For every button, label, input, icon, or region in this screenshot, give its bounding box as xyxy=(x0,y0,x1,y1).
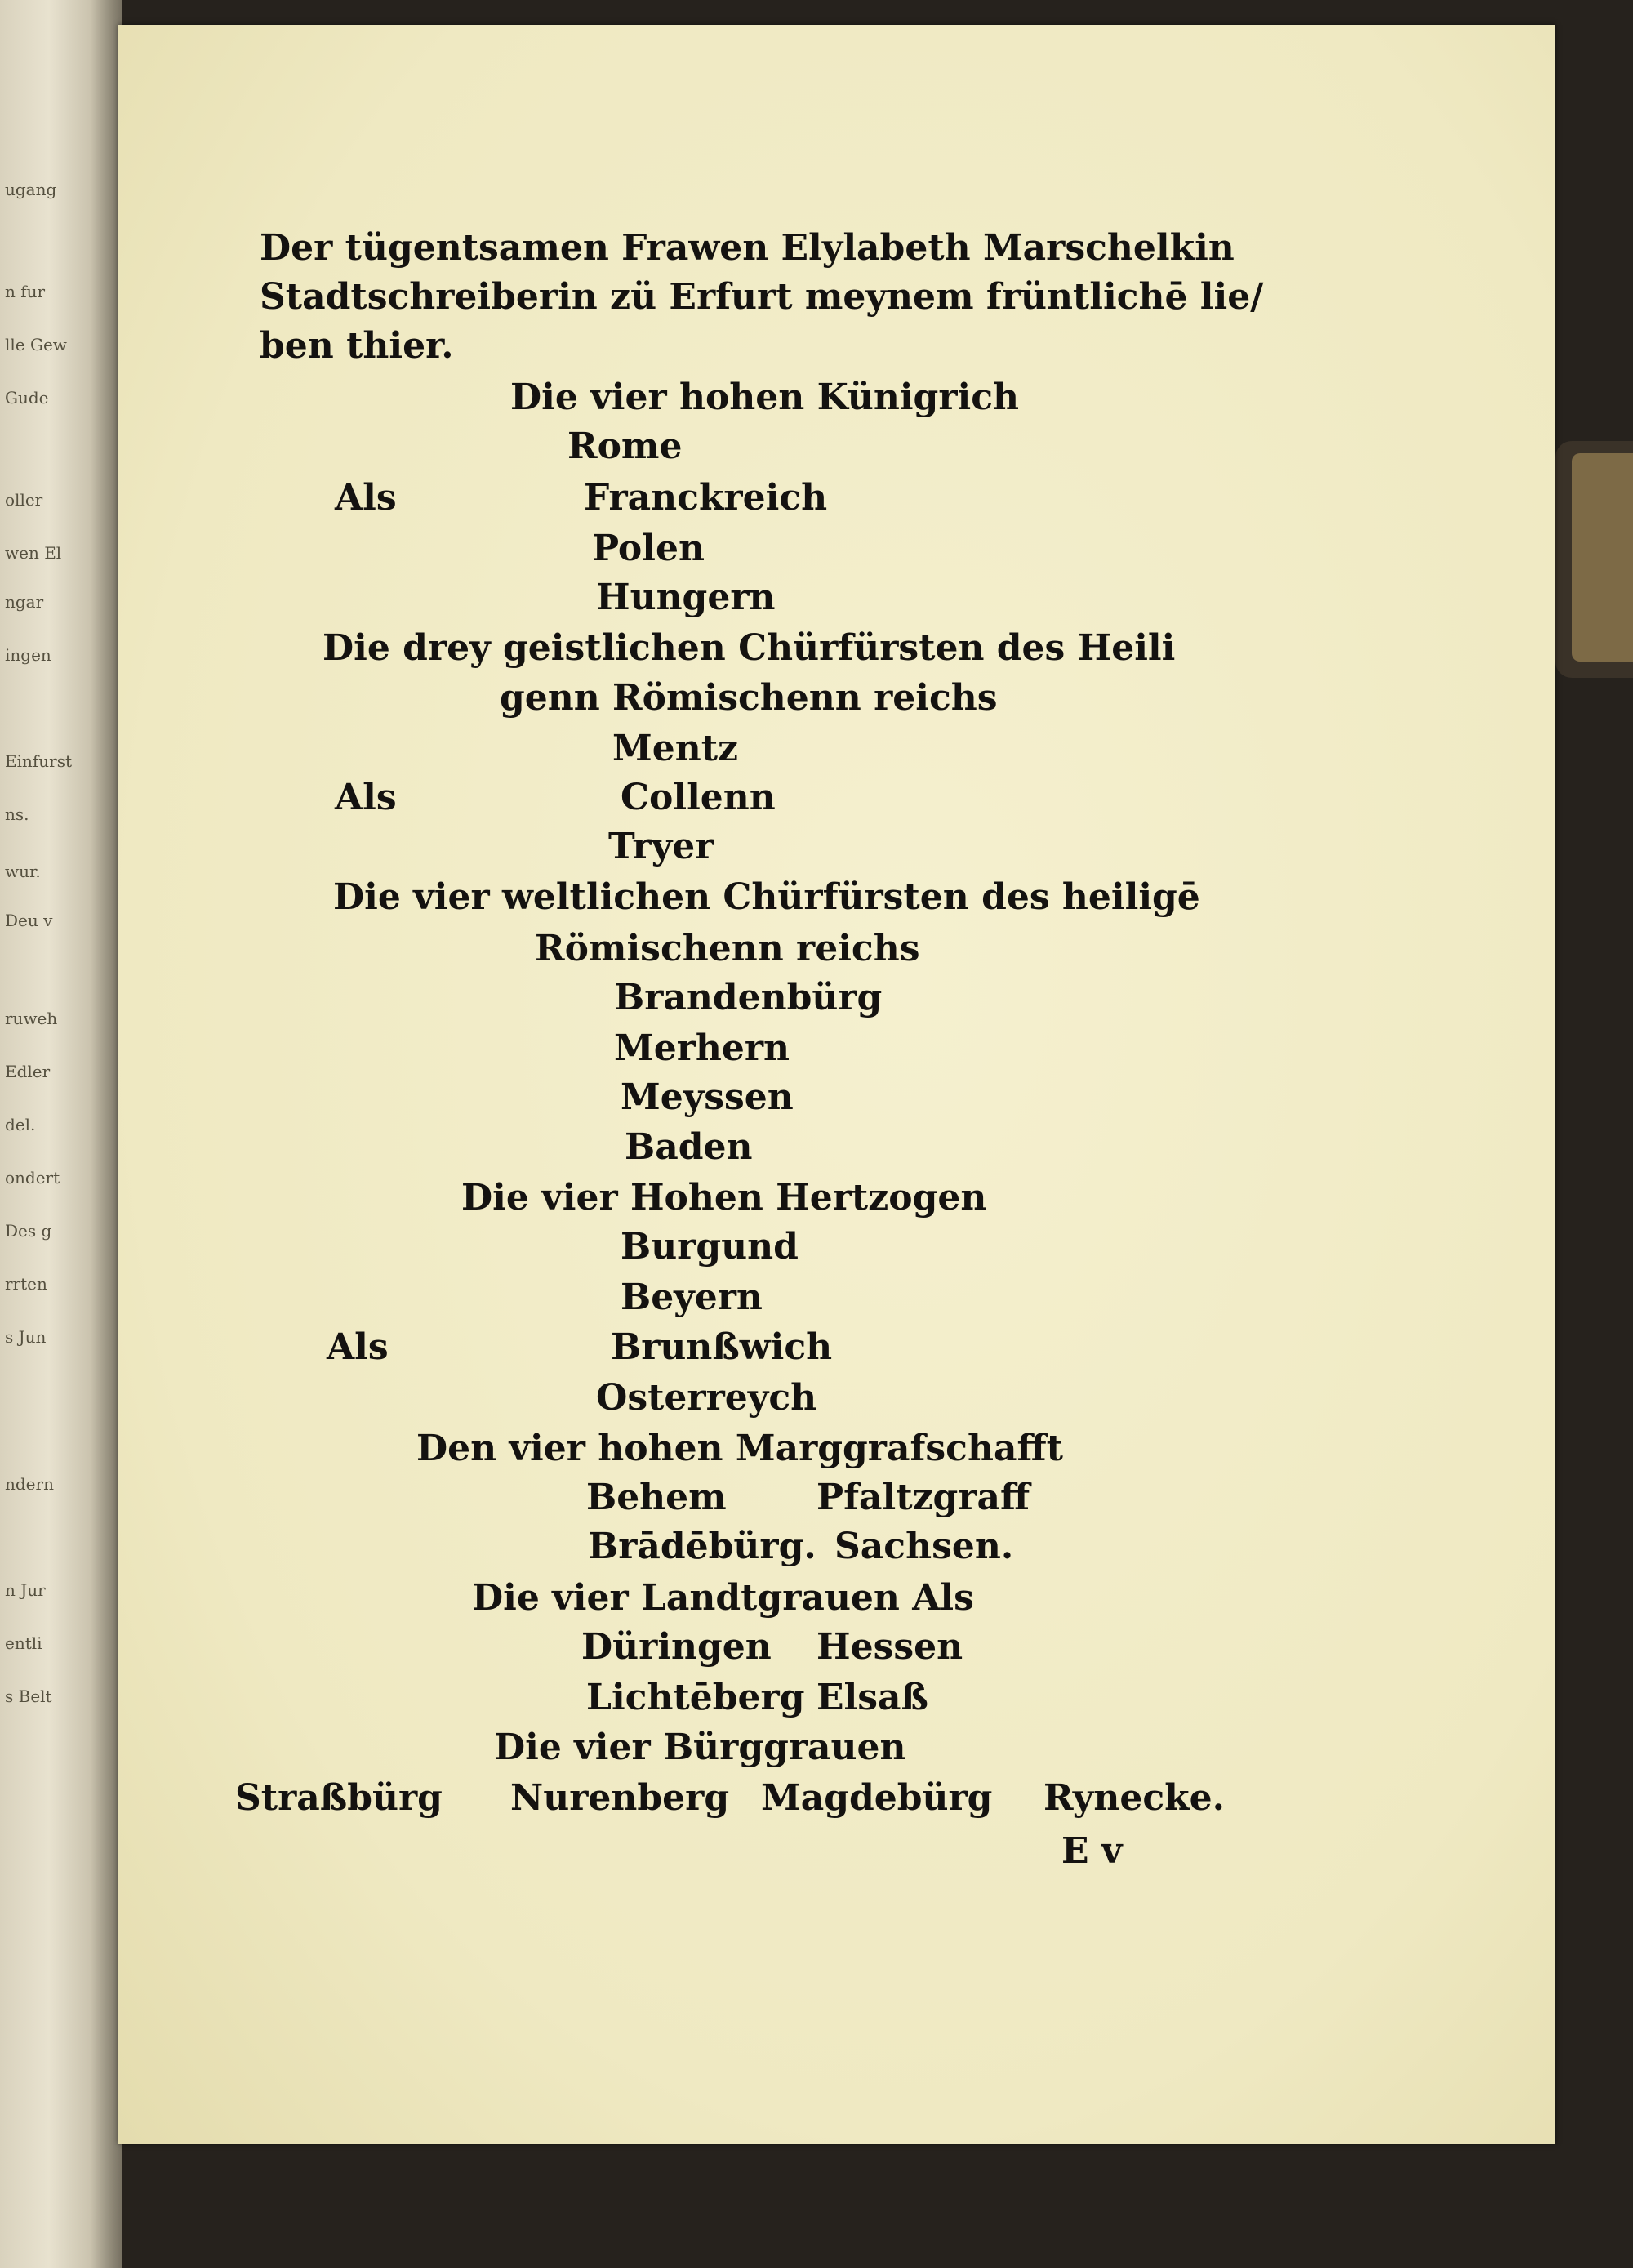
section-heading: Die vier Hohen Hertzogen xyxy=(461,1177,987,1219)
list-item: Straßbürg xyxy=(235,1777,443,1819)
list-item: Beyern xyxy=(621,1277,763,1318)
list-item: Sachsen. xyxy=(834,1526,1014,1567)
section-heading: genn Römischenn reichs xyxy=(500,677,998,719)
left-page-fragment: Einfurst xyxy=(5,751,73,771)
list-item: Hungern xyxy=(596,577,776,618)
left-page-fragment: s Belt xyxy=(5,1687,52,1706)
left-page-fragment: ingen xyxy=(5,645,51,665)
list-item: Merhern xyxy=(614,1027,790,1069)
list-item: Rynecke. xyxy=(1043,1777,1225,1819)
list-item: Collenn xyxy=(621,777,776,818)
list-item: Behem xyxy=(586,1477,727,1518)
list-item: Magdebürg xyxy=(761,1777,993,1819)
section-heading: Die vier hohen Künigrich xyxy=(510,377,1020,418)
book-gutter xyxy=(90,0,122,2268)
section-heading: Die vier weltlichen Chürfürsten des heiligē xyxy=(333,876,1200,918)
left-page-fragment: n fur xyxy=(5,282,46,301)
list-item: Franckreich xyxy=(584,477,828,519)
dedication-line: Stadtschreiberin zü Erfurt meynem früntlichē lie/ xyxy=(260,276,1264,318)
list-item: Brādēbürg. xyxy=(588,1526,816,1567)
section-heading: Die vier Landtgrauen Als xyxy=(472,1577,974,1619)
section-heading: Die drey geistlichen Chürfürsten des Heili xyxy=(323,627,1176,669)
list-item: Polen xyxy=(592,528,705,569)
list-item: Baden xyxy=(625,1126,753,1168)
left-page-fragment: Des g xyxy=(5,1221,52,1241)
left-page-fragment: oller xyxy=(5,490,43,510)
dedication-line: ben thier. xyxy=(260,325,454,367)
section-heading: Die vier Bürggrauen xyxy=(494,1727,906,1768)
left-page-fragment: n Jur xyxy=(5,1580,46,1600)
section-heading: Römischenn reichs xyxy=(535,928,920,969)
list-prefix: Als xyxy=(335,777,397,818)
dedication-line: Der tügentsamen Frawen Elylabeth Marschelkin xyxy=(260,227,1235,269)
left-page-fragment: ngar xyxy=(5,592,44,612)
left-page-fragment: wen El xyxy=(5,543,62,563)
left-page-fragment: ondert xyxy=(5,1168,60,1187)
section-heading: Den vier hohen Marggrafschafft xyxy=(416,1428,1063,1469)
list-item: Brandenbürg xyxy=(614,977,883,1018)
list-item: Burgund xyxy=(621,1226,799,1268)
list-prefix: Als xyxy=(327,1326,389,1368)
list-item: Rome xyxy=(567,426,683,467)
left-page-fragment: Edler xyxy=(5,1062,51,1081)
list-item: Düringen xyxy=(581,1626,772,1668)
list-item: Pfaltzgraff xyxy=(816,1477,1030,1518)
list-item: Brunßwich xyxy=(611,1326,833,1368)
left-page-fragment: Gude xyxy=(5,388,49,408)
left-page-fragment: Deu v xyxy=(5,911,53,930)
left-page-fragment: lle Gew xyxy=(5,335,67,354)
left-page-fragment: s Jun xyxy=(5,1327,47,1347)
list-item: Mentz xyxy=(612,728,738,769)
left-page-fragment: entli xyxy=(5,1633,42,1653)
left-page-fragment: del. xyxy=(5,1115,36,1134)
left-page-fragment: wur. xyxy=(5,862,41,881)
signature-mark: E v xyxy=(1061,1830,1123,1872)
list-prefix: Als xyxy=(335,477,397,519)
list-item: Osterreych xyxy=(596,1377,817,1419)
left-page-fragment: ndern xyxy=(5,1474,54,1494)
list-item: Hessen xyxy=(816,1626,963,1668)
previous-page-edge xyxy=(0,0,122,2268)
list-item: Tryer xyxy=(608,826,714,867)
left-page-fragment: ugang xyxy=(5,180,57,199)
left-page-fragment: rrten xyxy=(5,1274,47,1294)
list-item: Lichtēberg xyxy=(586,1677,805,1718)
list-item: Meyssen xyxy=(621,1076,794,1118)
book-clasp-plate xyxy=(1572,453,1633,662)
left-page-fragment: ns. xyxy=(5,804,29,824)
left-page-fragment: ruweh xyxy=(5,1009,58,1028)
list-item: Elsaß xyxy=(816,1677,928,1718)
list-item: Nurenberg xyxy=(510,1777,730,1819)
